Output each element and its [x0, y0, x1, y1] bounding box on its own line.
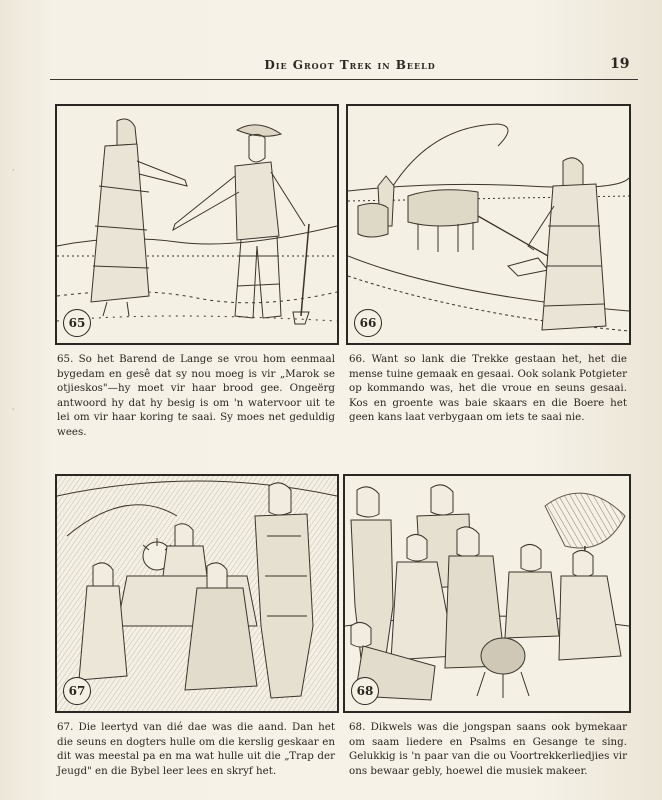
- panel-number-badge: 65: [63, 309, 91, 337]
- caption-65: 65. So het Barend de Lange se vrou hom eenmaal bygedam en gesê dat sy nou moeg is vir „Marok se otjieskos"—hy moet vir haar brood gee. Ongeërg antwoord hy dat hy besig is om 'n watervoor uit te lei om vir haar koring te saai. Sy moes net geduldig wees.: [57, 353, 335, 438]
- illustration-panel-68: [343, 474, 631, 713]
- illustration-family-reading-by-candlelight: [57, 476, 337, 711]
- header-rule: [50, 79, 638, 80]
- running-header-title: Die Groot Trek in Beeld: [264, 58, 436, 72]
- caption-68: 68. Dikwels was die jongspan saans ook bymekaar om saam liedere en Psalms en Gesange te sing. Gelukkig is 'n paar van die ou Voortrekkerliedjies vir ons bewaar gebly, hoewel die musiek makeer.: [349, 721, 627, 777]
- illustration-panel-67: [55, 474, 339, 713]
- illustration-panel-66: [346, 104, 631, 345]
- illustration-woman-scolding-farmer: [57, 106, 337, 343]
- page-number: 19: [610, 56, 630, 72]
- illustration-panel-65: [55, 104, 339, 345]
- illustration-youth-singing-around-fire: [345, 476, 629, 711]
- margin-mark: ·: [12, 405, 15, 414]
- panel-number-badge: 68: [351, 677, 379, 705]
- panel-number-badge: 66: [354, 309, 382, 337]
- margin-mark: ·: [12, 166, 15, 175]
- caption-67: 67. Die leertyd van dié dae was die aand. Dan het die seuns en dogters hulle om die kerslig geskaar en dit was meestal pa en ma wat hulle uit die „Trap der Jeugd" en die Bybel leer lees en skryf het.: [57, 721, 335, 777]
- illustration-woman-ploughing-with-oxen: [348, 106, 629, 343]
- caption-66: 66. Want so lank die Trekke gestaan het, het die mense tuine gemaak en gesaai. Ook solank Potgieter op kommando was, het die vroue en seuns gesaai. Kos en groente was baie skaars en die Boere het geen kans laat verbygaan om iets te saai nie.: [349, 353, 627, 424]
- panel-number-badge: 67: [63, 677, 91, 705]
